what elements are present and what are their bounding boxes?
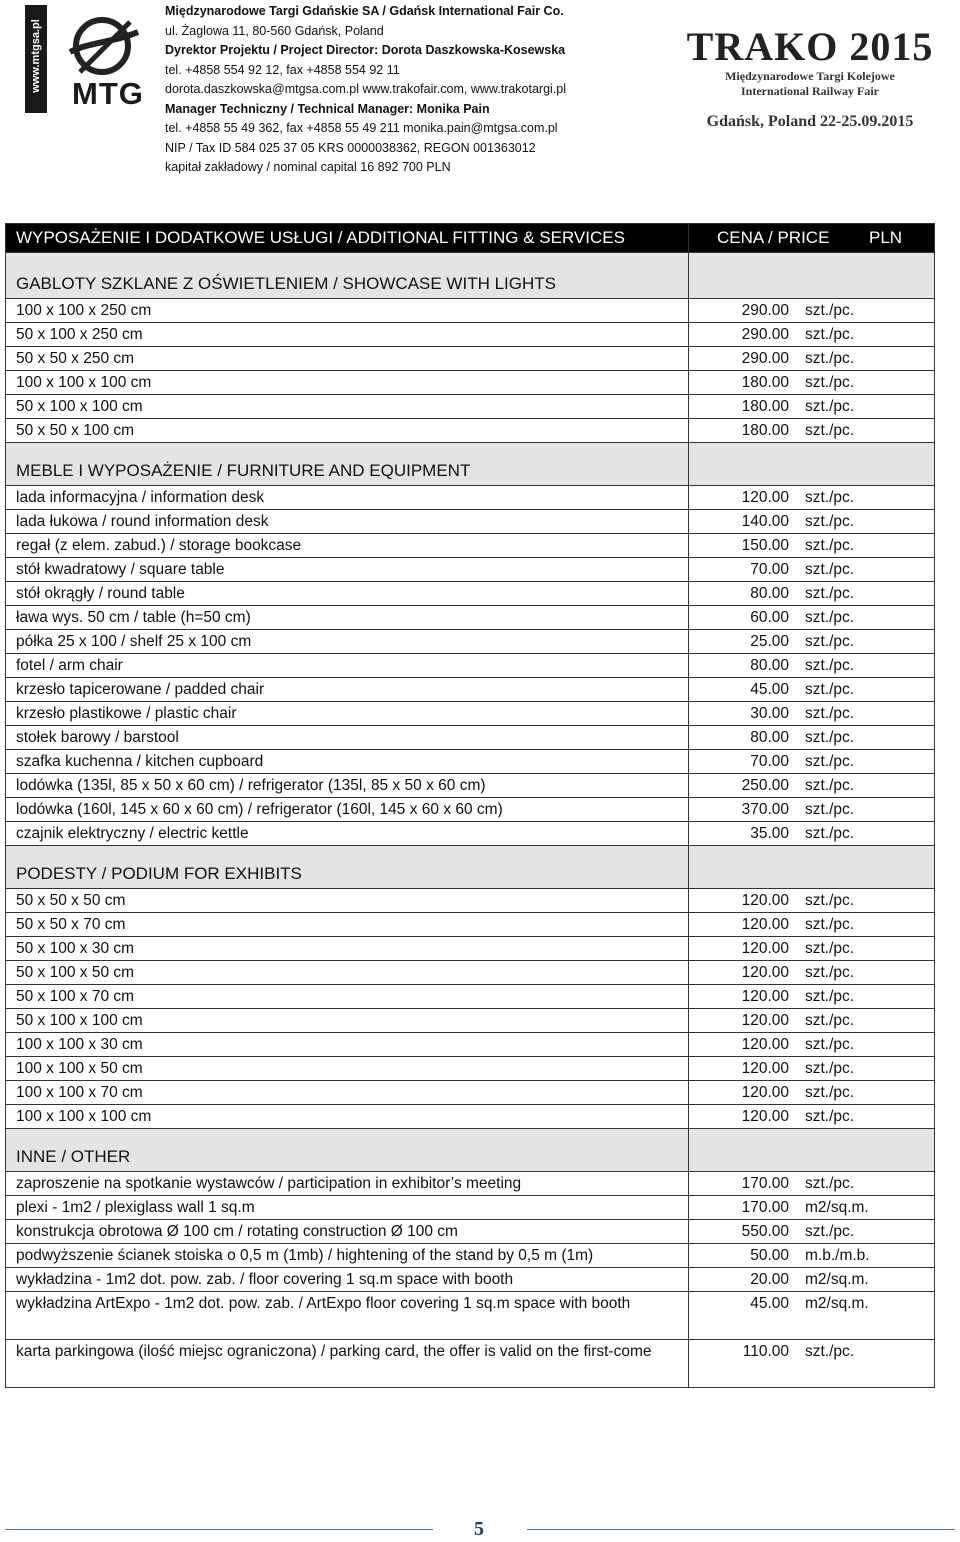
table-row bbox=[6, 1033, 935, 1057]
table-row bbox=[6, 630, 935, 654]
item-price: 290.00 bbox=[741, 350, 789, 367]
item-price: 120.00 bbox=[741, 964, 789, 981]
item-name: podwyższenie ścianek stoiska o 0,5 m (1mb) / hightening of the stand by 0,5 m (1m) bbox=[6, 1244, 689, 1268]
header-line: dorota.daszkowska@mtgsa.com.pl www.trakofair.com, www.trakotargi.pl bbox=[165, 82, 567, 96]
section-header-row bbox=[6, 846, 935, 889]
table-row bbox=[6, 371, 935, 395]
table-row bbox=[6, 323, 935, 347]
item-price: 140.00 bbox=[741, 513, 789, 530]
item-price-cell bbox=[689, 1196, 935, 1220]
item-price: 120.00 bbox=[741, 1108, 789, 1125]
section-title: INNE / OTHER bbox=[6, 1129, 689, 1172]
table-row bbox=[6, 582, 935, 606]
item-price: 50.00 bbox=[750, 1247, 789, 1264]
trako-subtitle-pl: Międzynarodowe Targi Kolejowe bbox=[725, 69, 895, 83]
item-price: 550.00 bbox=[741, 1223, 789, 1240]
item-price: 45.00 bbox=[750, 681, 789, 698]
table-row bbox=[6, 1268, 935, 1292]
item-name: krzesło plastikowe / plastic chair bbox=[6, 702, 689, 726]
item-unit: szt./pc. bbox=[805, 825, 855, 842]
table-row bbox=[6, 702, 935, 726]
table-row bbox=[6, 299, 935, 323]
item-name: 100 x 100 x 100 cm bbox=[6, 1105, 689, 1129]
item-unit: szt./pc. bbox=[805, 681, 855, 698]
item-unit: szt./pc. bbox=[805, 561, 855, 578]
table-row bbox=[6, 419, 935, 443]
table-row bbox=[6, 985, 935, 1009]
item-unit: m2/sq.m. bbox=[805, 1271, 869, 1288]
table-row bbox=[6, 654, 935, 678]
item-price: 120.00 bbox=[741, 892, 789, 909]
item-name: 50 x 50 x 100 cm bbox=[6, 419, 689, 443]
table-row bbox=[6, 1244, 935, 1268]
item-price-cell bbox=[689, 654, 935, 678]
item-price: 170.00 bbox=[741, 1199, 789, 1216]
item-unit: szt./pc. bbox=[805, 1223, 855, 1240]
item-price-cell bbox=[689, 678, 935, 702]
item-price: 180.00 bbox=[741, 398, 789, 415]
item-unit: szt./pc. bbox=[805, 1175, 855, 1192]
item-name: 50 x 50 x 250 cm bbox=[6, 347, 689, 371]
item-price-cell bbox=[689, 486, 935, 510]
item-unit: szt./pc. bbox=[805, 777, 855, 794]
trako-place-date: Gdańsk, Poland 22-25.09.2015 bbox=[706, 113, 914, 130]
section-title: PODESTY / PODIUM FOR EXHIBITS bbox=[6, 846, 689, 889]
item-price: 25.00 bbox=[750, 633, 789, 650]
item-name: szafka kuchenna / kitchen cupboard bbox=[6, 750, 689, 774]
item-name: 50 x 50 x 70 cm bbox=[6, 913, 689, 937]
item-price: 250.00 bbox=[741, 777, 789, 794]
item-price-cell bbox=[689, 750, 935, 774]
header-line: kapitał zakładowy / nominal capital 16 892 700 PLN bbox=[165, 160, 451, 174]
item-price: 290.00 bbox=[741, 302, 789, 319]
side-url: www.mtgsa.pl bbox=[30, 19, 42, 93]
item-price-cell bbox=[689, 822, 935, 846]
item-name: 50 x 100 x 100 cm bbox=[6, 1009, 689, 1033]
section-title: GABLOTY SZKLANE Z OŚWIETLENIEM / SHOWCASE WITH LIGHTS bbox=[6, 253, 689, 299]
item-unit: szt./pc. bbox=[805, 892, 855, 909]
table-row bbox=[6, 1057, 935, 1081]
item-name: 50 x 50 x 50 cm bbox=[6, 889, 689, 913]
item-name: stół kwadratowy / square table bbox=[6, 558, 689, 582]
item-unit: szt./pc. bbox=[805, 1012, 855, 1029]
table-row bbox=[6, 889, 935, 913]
item-price-cell bbox=[689, 630, 935, 654]
item-price-cell bbox=[689, 1292, 935, 1340]
item-name: karta parkingowa (ilość miejsc ograniczona) / parking card, the offer is valid on the first-come bbox=[6, 1340, 689, 1388]
item-name: 100 x 100 x 70 cm bbox=[6, 1081, 689, 1105]
item-unit: szt./pc. bbox=[805, 753, 855, 770]
table-row bbox=[6, 937, 935, 961]
item-unit: szt./pc. bbox=[805, 326, 855, 343]
item-price: 30.00 bbox=[750, 705, 789, 722]
table-row bbox=[6, 961, 935, 985]
item-price: 80.00 bbox=[750, 657, 789, 674]
item-unit: szt./pc. bbox=[805, 633, 855, 650]
trako-title: TRAKO 2015 bbox=[686, 24, 934, 69]
item-unit: szt./pc. bbox=[805, 537, 855, 554]
item-price-cell bbox=[689, 798, 935, 822]
item-unit: szt./pc. bbox=[805, 705, 855, 722]
item-price-cell bbox=[689, 985, 935, 1009]
item-price: 110.00 bbox=[742, 1343, 789, 1360]
item-unit: szt./pc. bbox=[805, 489, 855, 506]
item-unit: szt./pc. bbox=[805, 513, 855, 530]
item-unit: szt./pc. bbox=[805, 1108, 855, 1125]
table-row bbox=[6, 1340, 935, 1388]
item-price-cell bbox=[689, 582, 935, 606]
table-row bbox=[6, 558, 935, 582]
table-row bbox=[6, 678, 935, 702]
item-price-cell bbox=[689, 961, 935, 985]
header-line: NIP / Tax ID 584 025 37 05 KRS 0000038362, REGON 001363012 bbox=[165, 140, 536, 155]
item-unit: szt./pc. bbox=[805, 940, 855, 957]
header-contact-info bbox=[165, 2, 566, 178]
item-name: stołek barowy / barstool bbox=[6, 726, 689, 750]
table-row bbox=[6, 1009, 935, 1033]
footer-divider-left bbox=[5, 1529, 433, 1530]
item-price-cell bbox=[689, 1057, 935, 1081]
item-price-cell bbox=[689, 726, 935, 750]
mtg-side-strip bbox=[25, 5, 47, 113]
item-price: 80.00 bbox=[750, 729, 789, 746]
item-name: lodówka (135l, 85 x 50 x 60 cm) / refrigerator (135l, 85 x 50 x 60 cm) bbox=[6, 774, 689, 798]
table-row bbox=[6, 1196, 935, 1220]
item-price: 60.00 bbox=[750, 609, 789, 626]
item-price: 20.00 bbox=[750, 1271, 789, 1288]
item-price-cell bbox=[689, 371, 935, 395]
table-row bbox=[6, 913, 935, 937]
item-price-cell bbox=[689, 1268, 935, 1292]
item-unit: szt./pc. bbox=[805, 350, 855, 367]
header-line: Międzynarodowe Targi Gdańskie SA / Gdańsk International Fair Co. bbox=[165, 4, 564, 18]
item-price: 35.00 bbox=[750, 825, 789, 842]
section-price-cell bbox=[689, 846, 935, 889]
item-price-cell bbox=[689, 606, 935, 630]
section-header-row bbox=[6, 443, 935, 486]
item-price: 120.00 bbox=[741, 1036, 789, 1053]
table-row bbox=[6, 798, 935, 822]
item-price-cell bbox=[689, 1105, 935, 1129]
table-row bbox=[6, 486, 935, 510]
item-unit: m2/sq.m. bbox=[805, 1199, 869, 1216]
item-price: 120.00 bbox=[741, 489, 789, 506]
item-name: czajnik elektryczny / electric kettle bbox=[6, 822, 689, 846]
item-price: 180.00 bbox=[741, 374, 789, 391]
header-line: Manager Techniczny / Technical Manager: Monika Pain bbox=[165, 101, 490, 116]
item-price-cell bbox=[689, 774, 935, 798]
item-price: 120.00 bbox=[741, 1084, 789, 1101]
header-line: ul. Żaglowa 11, 80-560 Gdańsk, Poland bbox=[165, 23, 384, 38]
item-unit: szt./pc. bbox=[805, 422, 855, 439]
item-price-cell bbox=[689, 1220, 935, 1244]
item-price: 70.00 bbox=[750, 753, 789, 770]
header-price-cell bbox=[689, 224, 935, 253]
item-price: 45.00 bbox=[750, 1295, 789, 1312]
section-header-row bbox=[6, 253, 935, 299]
item-name: konstrukcja obrotowa Ø 100 cm / rotating construction Ø 100 cm bbox=[6, 1220, 689, 1244]
mtg-logo-text: MTG bbox=[72, 76, 144, 111]
item-name: lada łukowa / round information desk bbox=[6, 510, 689, 534]
item-unit: szt./pc. bbox=[805, 1343, 855, 1360]
item-name: lada informacyjna / information desk bbox=[6, 486, 689, 510]
item-unit: szt./pc. bbox=[805, 374, 855, 391]
item-name: stół okrągły / round table bbox=[6, 582, 689, 606]
item-price-cell bbox=[689, 323, 935, 347]
section-title: MEBLE I WYPOSAŻENIE / FURNITURE AND EQUIPMENT bbox=[6, 443, 689, 486]
item-price-cell bbox=[689, 347, 935, 371]
table-row bbox=[6, 726, 935, 750]
table-row bbox=[6, 1220, 935, 1244]
trako-logo bbox=[680, 25, 940, 140]
item-price: 290.00 bbox=[741, 326, 789, 343]
item-price: 180.00 bbox=[741, 422, 789, 439]
table-row bbox=[6, 1081, 935, 1105]
item-name: wykładzina - 1m2 dot. pow. zab. / floor covering 1 sq.m space with booth bbox=[6, 1268, 689, 1292]
item-unit: szt./pc. bbox=[805, 1060, 855, 1077]
item-price: 120.00 bbox=[741, 1060, 789, 1077]
footer-divider-right bbox=[527, 1529, 955, 1530]
section-price-cell bbox=[689, 1129, 935, 1172]
item-name: 50 x 100 x 100 cm bbox=[6, 395, 689, 419]
item-name: 100 x 100 x 250 cm bbox=[6, 299, 689, 323]
page-number: 5 bbox=[474, 1518, 484, 1540]
header-line: Dyrektor Projektu / Project Director: Dorota Daszkowska-Kosewska bbox=[165, 43, 566, 57]
item-price: 120.00 bbox=[741, 988, 789, 1005]
item-name: regał (z elem. zabud.) / storage bookcase bbox=[6, 534, 689, 558]
table-row bbox=[6, 534, 935, 558]
table-row bbox=[6, 1292, 935, 1340]
item-price-cell bbox=[689, 299, 935, 323]
table-row bbox=[6, 774, 935, 798]
header-line: tel. +4858 554 92 12, fax +4858 554 92 11 bbox=[165, 62, 400, 77]
item-name: wykładzina ArtExpo - 1m2 dot. pow. zab. / ArtExpo floor covering 1 sq.m space with booth bbox=[6, 1292, 689, 1340]
item-name: plexi - 1m2 / plexiglass wall 1 sq.m bbox=[6, 1196, 689, 1220]
item-name: 50 x 100 x 30 cm bbox=[6, 937, 689, 961]
item-unit: szt./pc. bbox=[805, 801, 855, 818]
item-price: 370.00 bbox=[741, 801, 789, 818]
item-price-cell bbox=[689, 534, 935, 558]
table-row bbox=[6, 606, 935, 630]
item-name: zaproszenie na spotkanie wystawców / participation in exhibitor’s meeting bbox=[6, 1172, 689, 1196]
header-services: WYPOSAŻENIE I DODATKOWE USŁUGI / ADDITIONAL FITTING & SERVICES bbox=[6, 224, 689, 253]
item-name: 100 x 100 x 100 cm bbox=[6, 371, 689, 395]
item-unit: szt./pc. bbox=[805, 657, 855, 674]
item-unit: szt./pc. bbox=[805, 585, 855, 602]
price-table bbox=[5, 223, 935, 1388]
table-row bbox=[6, 1172, 935, 1196]
item-name: 50 x 100 x 50 cm bbox=[6, 961, 689, 985]
item-unit: szt./pc. bbox=[805, 1084, 855, 1101]
item-price-cell bbox=[689, 1172, 935, 1196]
item-price-cell bbox=[689, 1009, 935, 1033]
table-row bbox=[6, 750, 935, 774]
item-unit: szt./pc. bbox=[805, 1036, 855, 1053]
item-price-cell bbox=[689, 1340, 935, 1388]
item-name: lodówka (160l, 145 x 60 x 60 cm) / refrigerator (160l, 145 x 60 x 60 cm) bbox=[6, 798, 689, 822]
table-header-row bbox=[6, 224, 935, 253]
item-price-cell bbox=[689, 558, 935, 582]
item-price: 150.00 bbox=[741, 537, 789, 554]
item-price: 170.00 bbox=[741, 1175, 789, 1192]
table-row bbox=[6, 1105, 935, 1129]
item-price: 70.00 bbox=[750, 561, 789, 578]
table-row bbox=[6, 395, 935, 419]
item-price-cell bbox=[689, 913, 935, 937]
item-price-cell bbox=[689, 1033, 935, 1057]
item-name: 50 x 100 x 250 cm bbox=[6, 323, 689, 347]
table-row bbox=[6, 347, 935, 371]
item-price-cell bbox=[689, 510, 935, 534]
item-price-cell bbox=[689, 1081, 935, 1105]
item-unit: szt./pc. bbox=[805, 988, 855, 1005]
item-unit: szt./pc. bbox=[805, 398, 855, 415]
item-unit: szt./pc. bbox=[805, 609, 855, 626]
item-unit: szt./pc. bbox=[805, 916, 855, 933]
item-name: ława wys. 50 cm / table (h=50 cm) bbox=[6, 606, 689, 630]
item-name: półka 25 x 100 / shelf 25 x 100 cm bbox=[6, 630, 689, 654]
item-name: 50 x 100 x 70 cm bbox=[6, 985, 689, 1009]
item-unit: m.b./m.b. bbox=[805, 1247, 870, 1264]
item-price-cell bbox=[689, 889, 935, 913]
section-price-cell bbox=[689, 253, 935, 299]
header-line: tel. +4858 55 49 362, fax +4858 55 49 211 monika.pain@mtgsa.com.pl bbox=[165, 121, 558, 135]
item-name: 100 x 100 x 30 cm bbox=[6, 1033, 689, 1057]
item-name: 100 x 100 x 50 cm bbox=[6, 1057, 689, 1081]
item-price: 80.00 bbox=[750, 585, 789, 602]
table-row bbox=[6, 822, 935, 846]
item-unit: m2/sq.m. bbox=[805, 1295, 869, 1312]
item-unit: szt./pc. bbox=[805, 302, 855, 319]
item-name: fotel / arm chair bbox=[6, 654, 689, 678]
item-price: 120.00 bbox=[741, 1012, 789, 1029]
item-price-cell bbox=[689, 702, 935, 726]
item-price-cell bbox=[689, 419, 935, 443]
section-price-cell bbox=[689, 443, 935, 486]
header-price: CENA / PRICE bbox=[717, 228, 830, 247]
item-price: 120.00 bbox=[741, 940, 789, 957]
item-price: 120.00 bbox=[741, 916, 789, 933]
section-header-row bbox=[6, 1129, 935, 1172]
item-price-cell bbox=[689, 937, 935, 961]
item-name: krzesło tapicerowane / padded chair bbox=[6, 678, 689, 702]
trako-subtitle-en: International Railway Fair bbox=[741, 84, 879, 98]
item-price-cell bbox=[689, 395, 935, 419]
table-row bbox=[6, 510, 935, 534]
item-unit: szt./pc. bbox=[805, 964, 855, 981]
item-price-cell bbox=[689, 1244, 935, 1268]
item-unit: szt./pc. bbox=[805, 729, 855, 746]
header-currency: PLN bbox=[869, 228, 903, 247]
